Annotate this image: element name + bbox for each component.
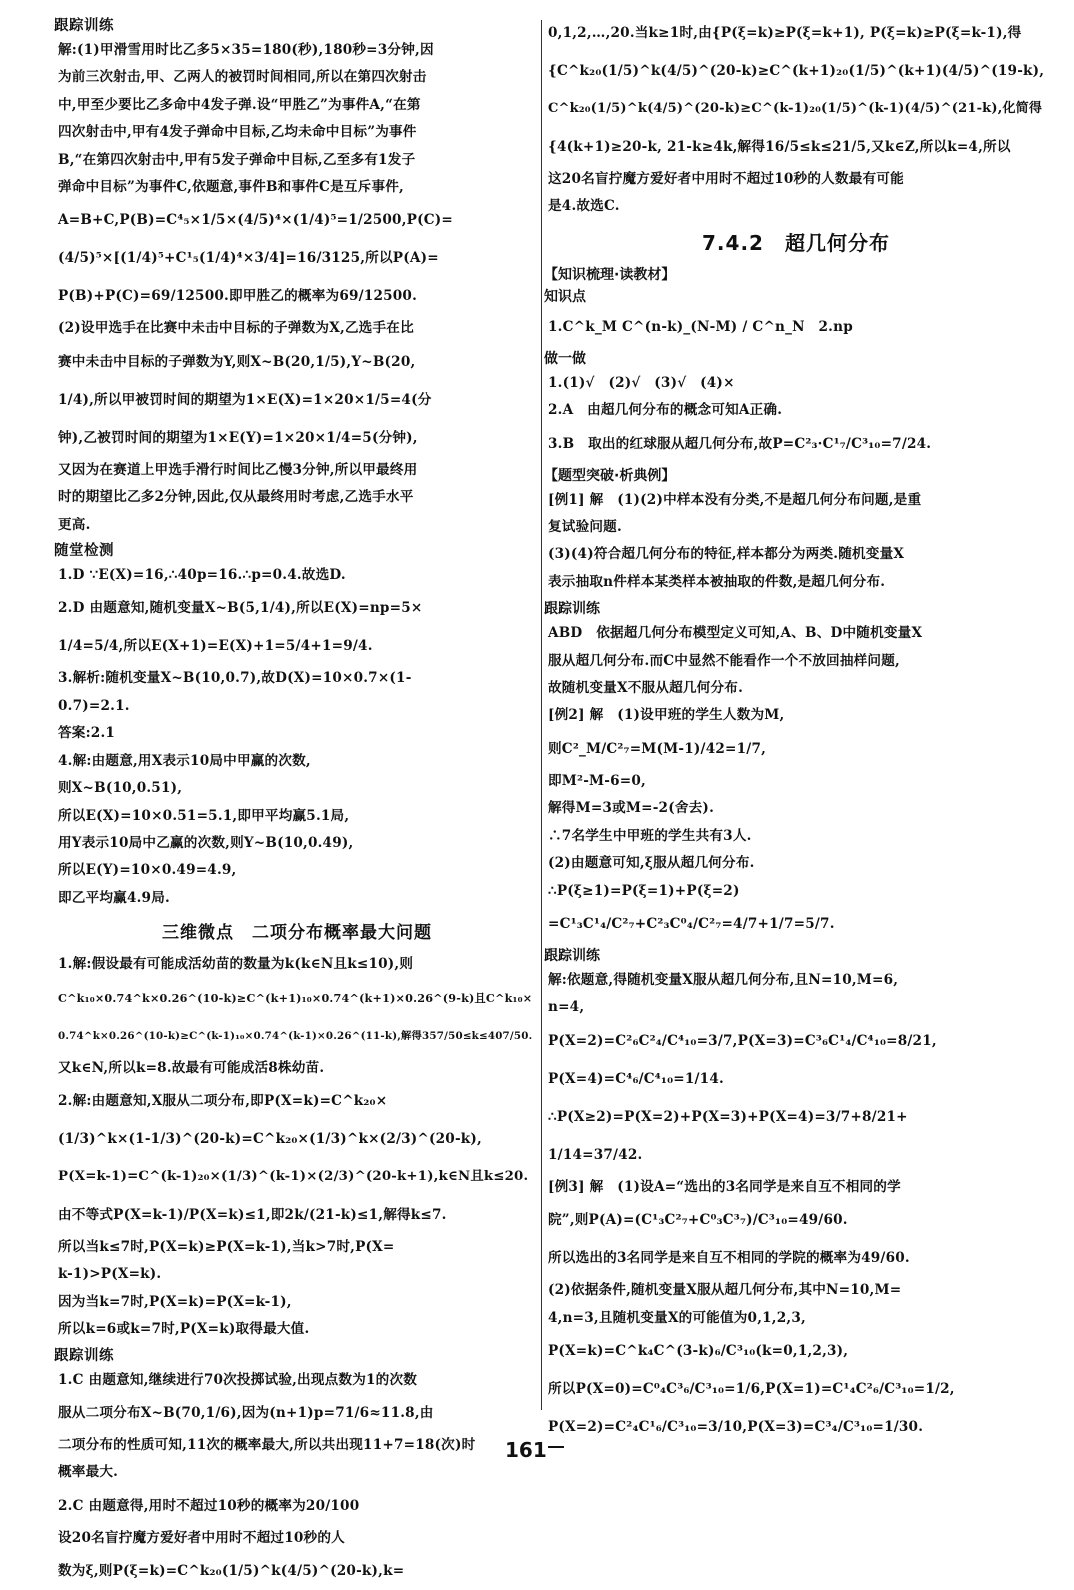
text-line: 二项分布的性质可知,11次的概率最大,所以共出现11+7=18(次)时 bbox=[58, 1436, 476, 1453]
text-line: 院”,则P(A)=(C¹₃C²₇+C⁰₃C³₇)/C³₁₀=49/60. bbox=[548, 1212, 848, 1229]
text-line: [例2] 解 (1)设甲班的学生人数为M, bbox=[548, 707, 785, 724]
text-line: P(X=k)=C^k₄C^(3-k)₆/C³₁₀(k=0,1,2,3), bbox=[548, 1342, 849, 1359]
text-line: 所以当k≤7时,P(X=k)≥P(X=k-1),当k>7时,P(X= bbox=[58, 1238, 395, 1255]
text-line: 2.A 由超几何分布的概念可知A正确. bbox=[548, 402, 783, 419]
text-line: (1/3)^k×(1-1/3)^(20-k)=C^k₂₀×(1/3)^k×(2/3)^(20-k), bbox=[58, 1130, 482, 1147]
solution-block bbox=[58, 1367, 536, 1590]
text-line: [例3] 解 (1)设A=“选出的3名同学是来自互不相同的学 bbox=[548, 1178, 901, 1195]
text-line: 是4.故选C. bbox=[548, 198, 620, 215]
subheading: 做一做 bbox=[544, 350, 586, 367]
text-line: 1.解:假设最有可能成活幼苗的数量为k(k∈N且k≤10),则 bbox=[58, 956, 414, 973]
text-line: 中,甲至少要比乙多命中4发子弹.设“甲胜乙”为事件A,“在第 bbox=[58, 96, 421, 113]
text-line: 设20名盲拧魔方爱好者中用时不超过10秒的人 bbox=[58, 1529, 345, 1546]
section-heading: 随堂检测 bbox=[54, 543, 114, 560]
text-line: 由不等式P(X=k-1)/P(X=k)≤1,即2k/(21-k)≤1,解得k≤7. bbox=[58, 1206, 447, 1223]
text-line: A=B+C,P(B)=C⁴₅×1/5×(4/5)⁴×(1/4)⁵=1/2500,P(C)= bbox=[58, 212, 453, 229]
section-heading: 跟踪训练 bbox=[54, 18, 114, 34]
text-line: 弹命中目标”为事件C,依题意,事件B和事件C是互斥事件, bbox=[58, 179, 404, 196]
text-line: 1/14=37/42. bbox=[548, 1146, 643, 1163]
text-line: 1/4),所以甲被罚时间的期望为1×E(X)=1×20×1/5=4(分 bbox=[58, 391, 432, 408]
solution-block bbox=[548, 14, 1044, 221]
text-line: 0.7)=2.1. bbox=[58, 697, 130, 714]
text-line: 解得M=3或M=-2(舍去). bbox=[548, 800, 714, 817]
text-line: 数为ξ,则P(ξ=k)=C^k₂₀(1/5)^k(4/5)^(20-k),k= bbox=[58, 1563, 405, 1580]
section-title: 7.4.2 超几何分布 bbox=[702, 230, 890, 255]
text-line: 1.D ∵E(X)=16,∴40p=16.∴p=0.4.故选D. bbox=[58, 567, 346, 584]
solution-block bbox=[548, 308, 1044, 346]
text-line: 解:依题意,得随机变量X服从超几何分布,且N=10,M=6, bbox=[548, 971, 899, 988]
text-line: 因为当k=7时,P(X=k)=P(X=k-1), bbox=[58, 1293, 292, 1310]
text-line: 钟),乙被罚时间的期望为1×E(Y)=1×20×1/4=5(分钟), bbox=[58, 429, 418, 446]
subheading: 跟踪训练 bbox=[544, 601, 600, 618]
text-line: 更高. bbox=[58, 516, 91, 533]
page-dash bbox=[548, 1446, 564, 1448]
text-line: 则C²_M/C²₇=M(M-1)/42=1/7, bbox=[548, 740, 767, 757]
text-line: 故随机变量X不服从超几何分布. bbox=[548, 680, 743, 697]
section-heading: 【题型突破·析典例】 bbox=[544, 467, 676, 484]
text-line: 所以E(Y)=10×0.49=4.9, bbox=[58, 862, 237, 879]
text-line: 所以选出的3名同学是来自互不相同的学院的概率为49/60. bbox=[548, 1250, 910, 1267]
solution-block bbox=[548, 487, 1044, 597]
section-heading: 【知识梳理·读教材】 bbox=[544, 266, 676, 283]
text-line: 服从二项分布X~B(70,1/6),因为(n+1)p=71/6≈11.8,由 bbox=[58, 1404, 434, 1421]
solution-block bbox=[58, 562, 536, 912]
text-line: 为前三次射击,甲、乙两人的被罚时间相同,所以在第四次射击 bbox=[58, 69, 427, 86]
text-line: 即乙平均赢4.9局. bbox=[58, 889, 170, 906]
text-line: 这20名盲拧魔方爱好者中用时不超过10秒的人数最有可能 bbox=[548, 171, 904, 187]
text-line: P(X=4)=C⁴₆/C⁴₁₀=1/14. bbox=[548, 1070, 724, 1087]
text-line: P(X=2)=C²₆C²₄/C⁴₁₀=3/7,P(X=3)=C³₆C¹₄/C⁴₁₀=8/21, bbox=[548, 1032, 937, 1049]
text-line: 四次射击中,甲有4发子弹命中目标,乙均未命中目标”为事件 bbox=[58, 124, 417, 141]
text-line: 1.C^k_M C^(n-k)_(N-M) / C^n_N 2.np bbox=[548, 318, 853, 335]
text-line: 又k∈N,所以k=8.故最有可能成活8株幼苗. bbox=[58, 1059, 325, 1076]
solution-block bbox=[58, 951, 536, 1343]
text-line: 复试验问题. bbox=[548, 519, 622, 536]
text-line: (2)设甲选手在比赛中未击中目标的子弹数为X,乙选手在比 bbox=[58, 320, 414, 337]
solution-block bbox=[548, 967, 1044, 1174]
solution-block bbox=[548, 702, 1044, 942]
text-line: 解:(1)甲滑雪用时比乙多5×35=180(秒),180秒=3分钟,因 bbox=[58, 42, 434, 58]
text-line: 所以P(X=0)=C⁰₄C³₆/C³₁₀=1/6,P(X=1)=C¹₄C²₆/C³₁₀=1/2, bbox=[548, 1380, 955, 1397]
text-line: 1.(1)√ (2)√ (3)√ (4)× bbox=[548, 374, 735, 391]
text-line: P(B)+P(C)=69/12500.即甲胜乙的概率为69/12500. bbox=[58, 288, 418, 305]
text-line: P(X=k-1)=C^(k-1)₂₀×(1/3)^(k-1)×(2/3)^(20-k+1),k∈N且k≤20. bbox=[58, 1168, 529, 1184]
text-line: 用Y表示10局中乙赢的次数,则Y~B(10,0.49), bbox=[58, 834, 354, 851]
subheading: 知识点 bbox=[544, 288, 586, 305]
text-line: 答案:2.1 bbox=[58, 725, 116, 742]
text-line: 又因为在赛道上甲选手滑行时间比乙慢3分钟,所以甲最终用 bbox=[58, 461, 418, 478]
solution-block bbox=[548, 1174, 1044, 1446]
text-line: B,“在第四次射击中,甲有5发子弹命中目标,乙至多有1发子 bbox=[58, 151, 416, 168]
text-line: 0,1,2,…,20.当k≥1时,由{P(ξ=k)≥P(ξ=k+1), P(ξ=k)≥P(ξ=k-1),得 bbox=[548, 25, 1022, 41]
text-line: (3)(4)符合超几何分布的特征,样本都分为两类.随机变量X bbox=[548, 546, 905, 563]
text-line: ∴P(X≥2)=P(X=2)+P(X=3)+P(X=4)=3/7+8/21+ bbox=[548, 1108, 908, 1125]
text-line: 4,n=3,且随机变量X的可能值为0,1,2,3, bbox=[548, 1309, 806, 1326]
text-line: =C¹₃C¹₄/C²₇+C²₃C⁰₄/C²₇=4/7+1/7=5/7. bbox=[548, 915, 835, 932]
subheading: 跟踪训练 bbox=[544, 947, 600, 964]
section-title: 三维微点 二项分布概率最大问题 bbox=[162, 923, 432, 944]
text-line: 赛中未击中目标的子弹数为Y,则X~B(20,1/5),Y~B(20, bbox=[58, 353, 416, 370]
right-column bbox=[544, 14, 1045, 1446]
page-number: 161 bbox=[505, 1438, 547, 1462]
text-line: ABD 依据超几何分布模型定义可知,A、B、D中随机变量X bbox=[548, 625, 923, 642]
text-line: 时的期望比乙多2分钟,因此,仅从最终用时考虑,乙选手水平 bbox=[58, 489, 414, 506]
text-line: (2)依据条件,随机变量X服从超几何分布,其中N=10,M= bbox=[548, 1282, 902, 1299]
text-line: {C^k₂₀(1/5)^k(4/5)^(20-k)≥C^(k+1)₂₀(1/5)^(k+1)(4/5)^(19-k), bbox=[548, 63, 1045, 79]
text-line: 所以k=6或k=7时,P(X=k)取得最大值. bbox=[58, 1321, 310, 1338]
text-line: (2)由题意可知,ξ服从超几何分布. bbox=[548, 855, 755, 872]
text-line: 0.74^k×0.26^(10-k)≥C^(k-1)₁₀×0.74^(k-1)×0.26^(11-k),解得357/50≤k≤407/50. bbox=[58, 1029, 533, 1042]
text-line: n=4, bbox=[548, 999, 585, 1016]
text-line: C^k₂₀(1/5)^k(4/5)^(20-k)≥C^(k-1)₂₀(1/5)^(k-1)(4/5)^(21-k),化简得 bbox=[548, 101, 1043, 116]
text-line: 即M²-M-6=0, bbox=[548, 772, 646, 789]
left-column bbox=[54, 14, 536, 1590]
text-line: ∴7名学生中甲班的学生共有3人. bbox=[548, 827, 752, 844]
text-line: 1.C 由题意知,继续进行70次投掷试验,出现点数为1的次数 bbox=[58, 1371, 418, 1388]
column-divider bbox=[541, 20, 542, 1410]
text-line: C^k₁₀×0.74^k×0.26^(10-k)≥C^(k+1)₁₀×0.74^(k+1)×0.26^(9-k)且C^k₁₀× bbox=[58, 990, 533, 1005]
text-line: 3.B 取出的红球服从超几何分布,故P=C²₃·C¹₇/C³₁₀=7/24. bbox=[548, 435, 932, 452]
solution-block bbox=[548, 370, 1044, 463]
text-line: ∴P(ξ≥1)=P(ξ=1)+P(ξ=2) bbox=[548, 882, 740, 899]
text-line: 4.解:由题意,用X表示10局中甲赢的次数, bbox=[58, 752, 311, 769]
text-line: 2.C 由题意得,用时不超过10秒的概率为20/100 bbox=[58, 1497, 360, 1514]
text-line: [例1] 解 (1)(2)中样本没有分类,不是超几何分布问题,是重 bbox=[548, 491, 922, 508]
text-line: 1/4=5/4,所以E(X+1)=E(X)+1=5/4+1=9/4. bbox=[58, 638, 373, 655]
text-line: (4/5)⁵×[(1/4)⁵+C¹₅(1/4)⁴×3/4]=16/3125,所以P(A)= bbox=[58, 250, 439, 267]
text-line: k-1)>P(X=k). bbox=[58, 1266, 162, 1283]
text-line: 则X~B(10,0.51), bbox=[58, 780, 183, 797]
text-line: 3.解析:随机变量X~B(10,0.7),故D(X)=10×0.7×(1- bbox=[58, 670, 412, 687]
text-line: 概率最大. bbox=[58, 1464, 119, 1481]
text-line: 表示抽取n件样本某类样本被抽取的件数,是超几何分布. bbox=[548, 573, 886, 590]
text-line: 服从超几何分布.而C中显然不能看作一个不放回抽样问题, bbox=[548, 652, 900, 669]
solution-block bbox=[548, 620, 1044, 702]
text-line: {4(k+1)≥20-k, 21-k≥4k,解得16/5≤k≤21/5,又k∈Z,所以k=4,所以 bbox=[548, 139, 1011, 155]
section-heading: 跟踪训练 bbox=[54, 1347, 114, 1364]
text-line: 2.解:由题意知,X服从二项分布,即P(X=k)=C^k₂₀× bbox=[58, 1092, 388, 1109]
text-line: 所以E(X)=10×0.51=5.1,即甲平均赢5.1局, bbox=[58, 807, 350, 824]
text-line: 2.D 由题意知,随机变量X~B(5,1/4),所以E(X)=np=5× bbox=[58, 600, 423, 617]
text-line: P(X=2)=C²₄C¹₆/C³₁₀=3/10,P(X=3)=C³₄/C³₁₀=1/30. bbox=[548, 1418, 924, 1435]
solution-block bbox=[58, 37, 536, 539]
